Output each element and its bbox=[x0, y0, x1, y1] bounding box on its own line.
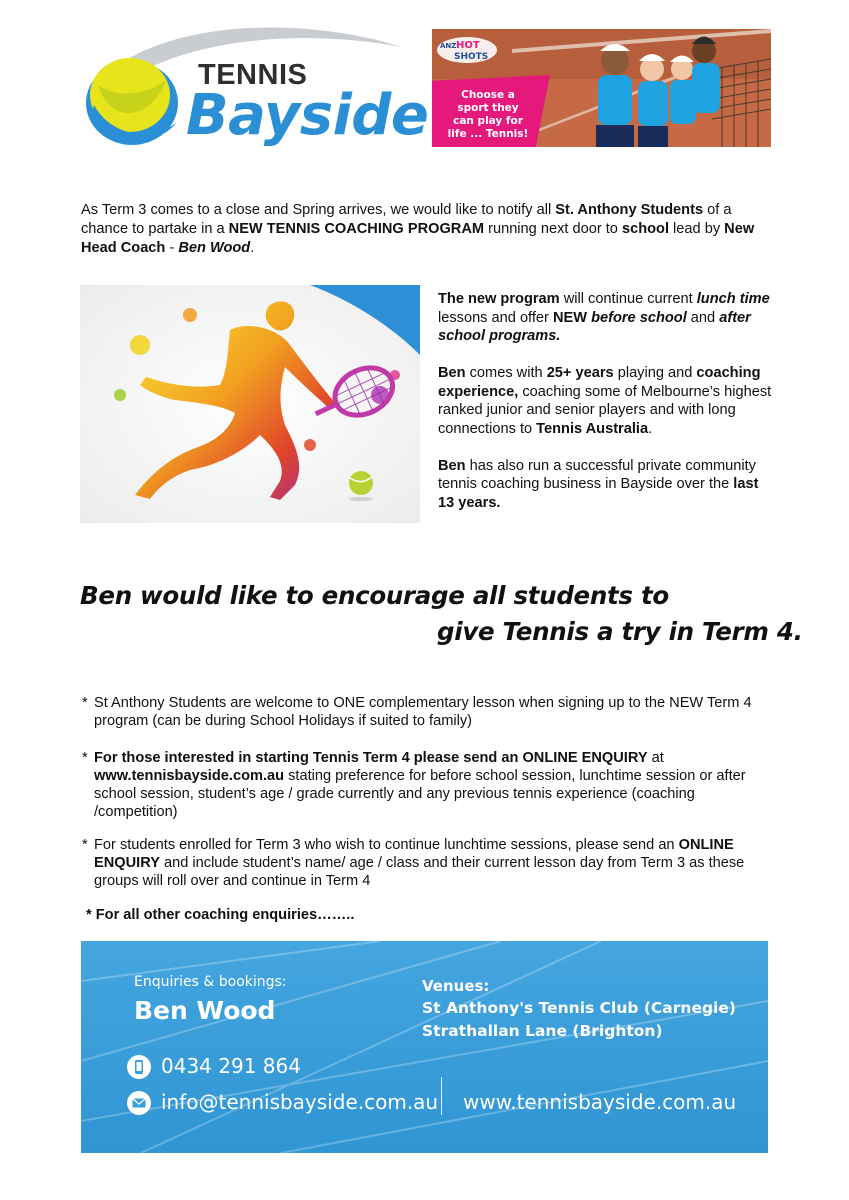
phone-number[interactable]: 0434 291 864 bbox=[161, 1054, 301, 1078]
coach-name: Ben Wood bbox=[134, 996, 276, 1025]
headline-line-2: give Tennis a try in Term 4. bbox=[437, 617, 803, 646]
banner-tagline bbox=[438, 89, 538, 141]
tennis-player-splash-image bbox=[80, 285, 420, 523]
hot-shots-anz-text: ANZ bbox=[440, 42, 457, 50]
hot-shots-banner bbox=[432, 29, 771, 147]
bullet-star: * bbox=[82, 750, 88, 766]
other-enquiries-line: * For all other coaching enquiries…….. bbox=[86, 907, 355, 923]
program-paragraph-2: Ben comes with 25+ years playing and coaching experience, coaching some of Melbourne’s highest ranked junior and senior players and with long connections to Tennis Australia. bbox=[438, 365, 772, 437]
tagline-line: life ... Tennis! bbox=[447, 128, 529, 140]
program-paragraph-1: The new program will continue current lunch time lessons and offer NEW before school and after school programs. bbox=[438, 291, 770, 344]
tagline-line: can play for bbox=[453, 115, 523, 127]
hot-shots-logo-icon bbox=[436, 34, 498, 64]
logo-tennis-text: TENNIS bbox=[198, 59, 308, 91]
bullet-star: * bbox=[82, 695, 88, 711]
phone-icon bbox=[127, 1055, 151, 1079]
website-link[interactable]: www.tennisbayside.com.au bbox=[94, 768, 285, 784]
email-address[interactable]: info@tennisbayside.com.au bbox=[161, 1090, 439, 1114]
program-description bbox=[438, 290, 778, 531]
contact-footer-banner bbox=[81, 941, 768, 1153]
logo-bayside-text: Bayside bbox=[186, 83, 429, 148]
bullet-star: * bbox=[82, 837, 88, 853]
bullet-item-term3-students: * For students enrolled for Term 3 who wish to continue lunchtime sessions, please send an ONLINE ENQUIRY and include student’s name/ age / class and their current lesson day from Term 3 as these groups will roll over and continue in Term 4 bbox=[82, 837, 745, 889]
bullet-item-complementary-lesson: * St Anthony Students are welcome to ONE complementary lesson when signing up to the NEW Term 4 program (can be during School Holidays if suited to family) bbox=[82, 695, 752, 729]
tennis-bayside-logo bbox=[80, 25, 429, 160]
hot-shots-shots-text: SHOTS bbox=[454, 52, 489, 62]
venues-label: Venues: bbox=[422, 977, 490, 995]
footer-divider bbox=[441, 1077, 442, 1115]
headline-line-1: Ben would like to encourage all students to bbox=[80, 581, 669, 610]
tennis-player-silhouette-icon bbox=[80, 285, 420, 523]
venue-carnegie: St Anthony's Tennis Club (Carnegie) bbox=[422, 999, 736, 1017]
court-lines-background bbox=[81, 941, 768, 1153]
hot-shots-hot-text: HOT bbox=[456, 40, 480, 51]
intro-paragraph: As Term 3 comes to a close and Spring arrives, we would like to notify all St. Anthony Students of a chance to partake in a NEW TENNIS COACHING PROGRAM running next door to school lead by New Head Coach - Ben Wood. bbox=[81, 202, 755, 256]
enquiries-label: Enquiries & bookings: bbox=[134, 974, 287, 990]
bullet-item-online-enquiry: * For those interested in starting Tennis Term 4 please send an ONLINE ENQUIRY at www.tennisbayside.com.au stating preference for before school session, lunchtime session or after school session, student’s age / grade currently and any previous tennis experience (coaching /competition) bbox=[82, 750, 746, 820]
tagline-line: sport they bbox=[457, 102, 519, 114]
mail-icon bbox=[127, 1091, 151, 1115]
program-paragraph-3: Ben has also run a successful private community tennis coaching business in Bayside over the last 13 years. bbox=[438, 457, 759, 511]
venue-brighton: Strathallan Lane (Brighton) bbox=[422, 1022, 663, 1040]
tagline-line: Choose a bbox=[461, 89, 515, 101]
website-address[interactable]: www.tennisbayside.com.au bbox=[463, 1090, 737, 1114]
